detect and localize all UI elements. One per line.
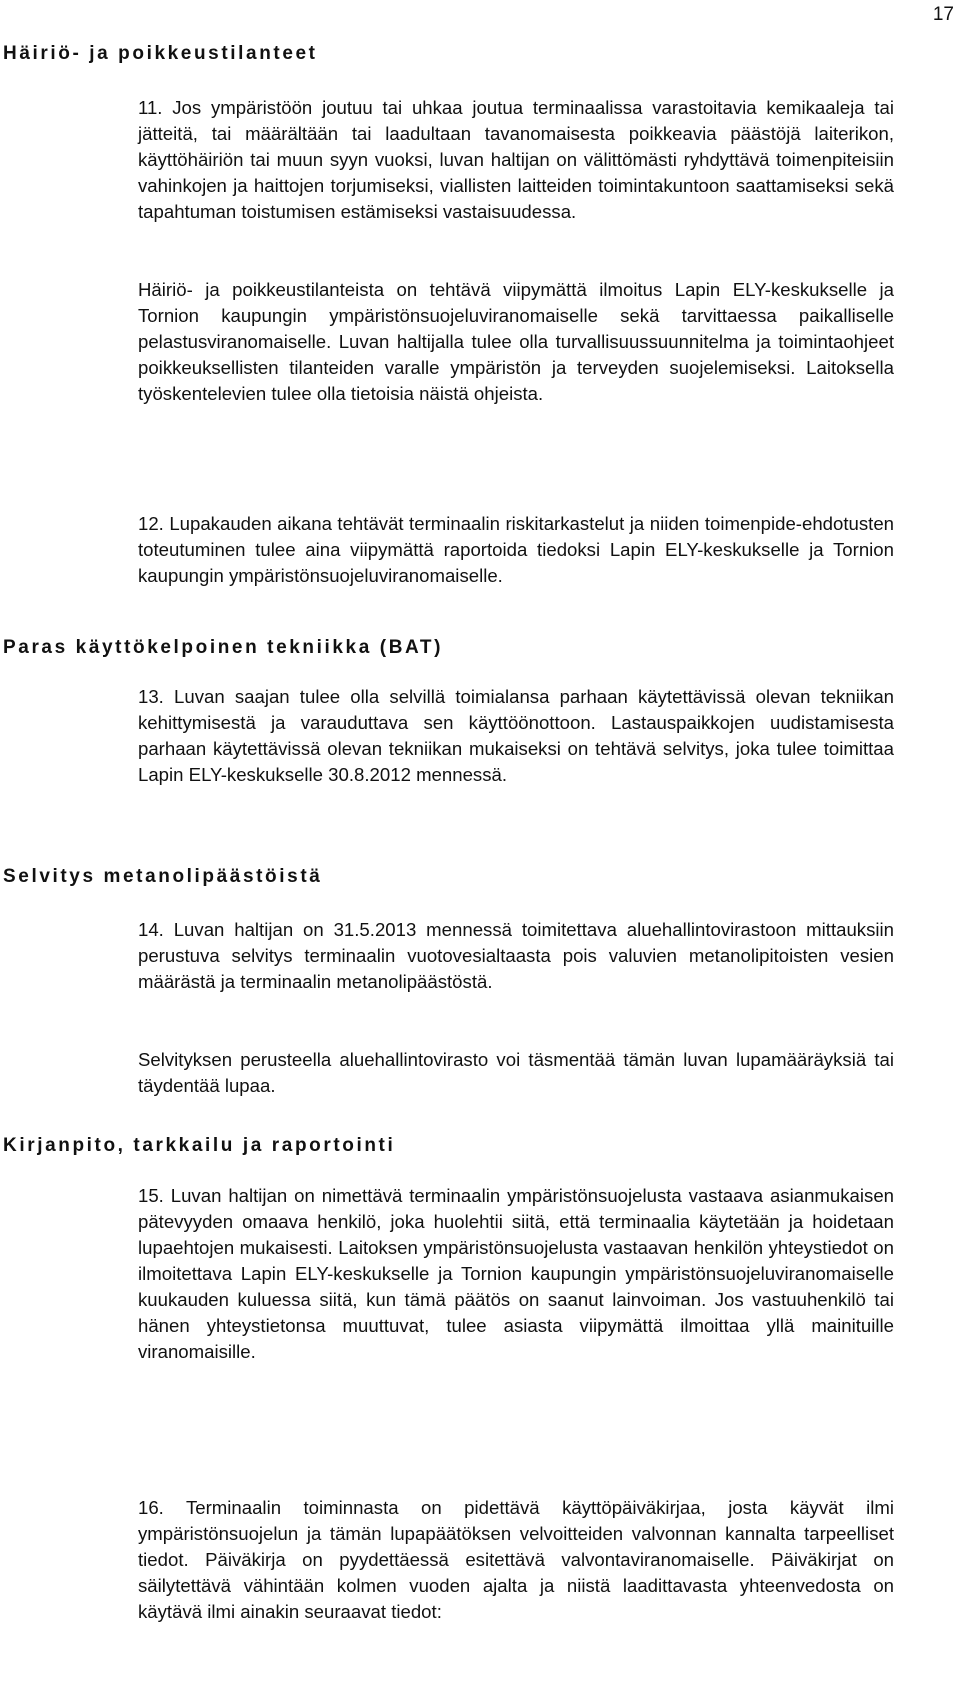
section-heading-disruptions: Häiriö- ja poikkeustilanteet <box>3 43 318 64</box>
section-heading-methanol: Selvitys metanolipäästöistä <box>3 866 323 887</box>
paragraph-item-13: 13. Luvan saajan tulee olla selvillä toimialansa parhaan käytettävissä olevan tekniikan kehittymisestä ja varauduttava sen käyttöönottoon. Lastauspaikkojen uudistamisesta parhaan käytettävissä olevan tekniikan mukaiseksi on tehtävä selvitys, joka tulee toimittaa Lapin ELY-keskukselle 30.8.2012 mennessä. <box>138 686 894 785</box>
paragraph-item-15: 15. Luvan haltijan on nimettävä terminaalin ympäristönsuojelusta vastaava asianmukaisen pätevyyden omaava henkilö, joka huolehtii siitä, että terminaalia käytetään ja hoidetaan lupaehtojen mukaisesti. Laitoksen ympäristönsuojelusta vastaavan henkilön yhteystiedot on ilmoitettava Lapin ELY-keskukselle ja Tornion kaupungin ympäristönsuojeluviranomaiselle kuukauden kuluessa siitä, kun tämä päätös on saanut lainvoiman. Jos vastuuhenkilö tai hänen yhteystietonsa muuttuvat, tulee asiasta viipymättä ilmoittaa yllä mainituille viranomaisille. <box>138 1185 894 1362</box>
paragraph-item-12: 12. Lupakauden aikana tehtävät terminaalin riskitarkastelut ja niiden toimenpide-ehdotusten toteutuminen tulee aina viipymättä raportoida tiedoksi Lapin ELY-keskukselle ja Tornion kaupungin ympäristönsuojeluviranomaiselle. <box>138 513 894 586</box>
paragraph-item-14: 14. Luvan haltijan on 31.5.2013 mennessä toimitettava aluehallintovirastoon mittauksiin perustuva selvitys terminaalin vuotovesialtaasta pois valuvien metanolipitoisten vesien määrästä ja terminaalin metanolipäästöstä. <box>138 919 894 992</box>
section-heading-bat: Paras käyttökelpoinen tekniikka (BAT) <box>3 637 444 658</box>
paragraph-disruption-notification: Häiriö- ja poikkeustilanteista on tehtävä viipymättä ilmoitus Lapin ELY-keskukselle ja Tornion kaupungin ympäristönsuojeluviranomaiselle sekä tarvittaessa paikalliselle pelastusviranomaiselle. Luvan haltijalla tulee olla turvallisuussuunnitelma ja toimintaohjeet poikkeuksellisten tilanteiden varalle ympäristön ja terveyden suojelemiseksi. Laitoksella työskentelevien tulee olla tietoisia näistä ohjeista. <box>138 279 894 404</box>
paragraph-item-11: 11. Jos ympäristöön joutuu tai uhkaa joutua terminaalissa varastoitavia kemikaaleja tai jätteitä, tai määrältään tai laadultaan tavanomaisesta poikkeavia päästöjä laiterikon, käyttöhäiriön tai muun syyn vuoksi, luvan haltijan on välittömästi ryhdyttävä toimenpiteisiin vahinkojen ja haittojen torjumiseksi, viallisten laitteiden toimintakuntoon saattamiseksi sekä tapahtuman toistumisen estämiseksi vastaisuudessa. <box>138 97 894 222</box>
page-number: 17 <box>932 4 954 25</box>
section-heading-records: Kirjanpito, tarkkailu ja raportointi <box>3 1135 396 1156</box>
paragraph-item-16: 16. Terminaalin toiminnasta on pidettävä käyttöpäiväkirjaa, josta käyvät ilmi ympäristönsuojelun ja tämän lupapäätöksen velvoitteiden valvonnan kannalta tarpeelliset tiedot. Päiväkirja on pyydettäessä esitettävä valvontaviranomaiselle. Päiväkirjat on säilytettävä vähintään kolmen vuoden ajalta ja niistä laadittavasta yhteenvedosta on käytävä ilmi ainakin seuraavat tiedot: <box>138 1497 894 1622</box>
paragraph-methanol-followup: Selvityksen perusteella aluehallintovirasto voi täsmentää tämän luvan lupamääräyksiä tai täydentää lupaa. <box>138 1049 894 1096</box>
